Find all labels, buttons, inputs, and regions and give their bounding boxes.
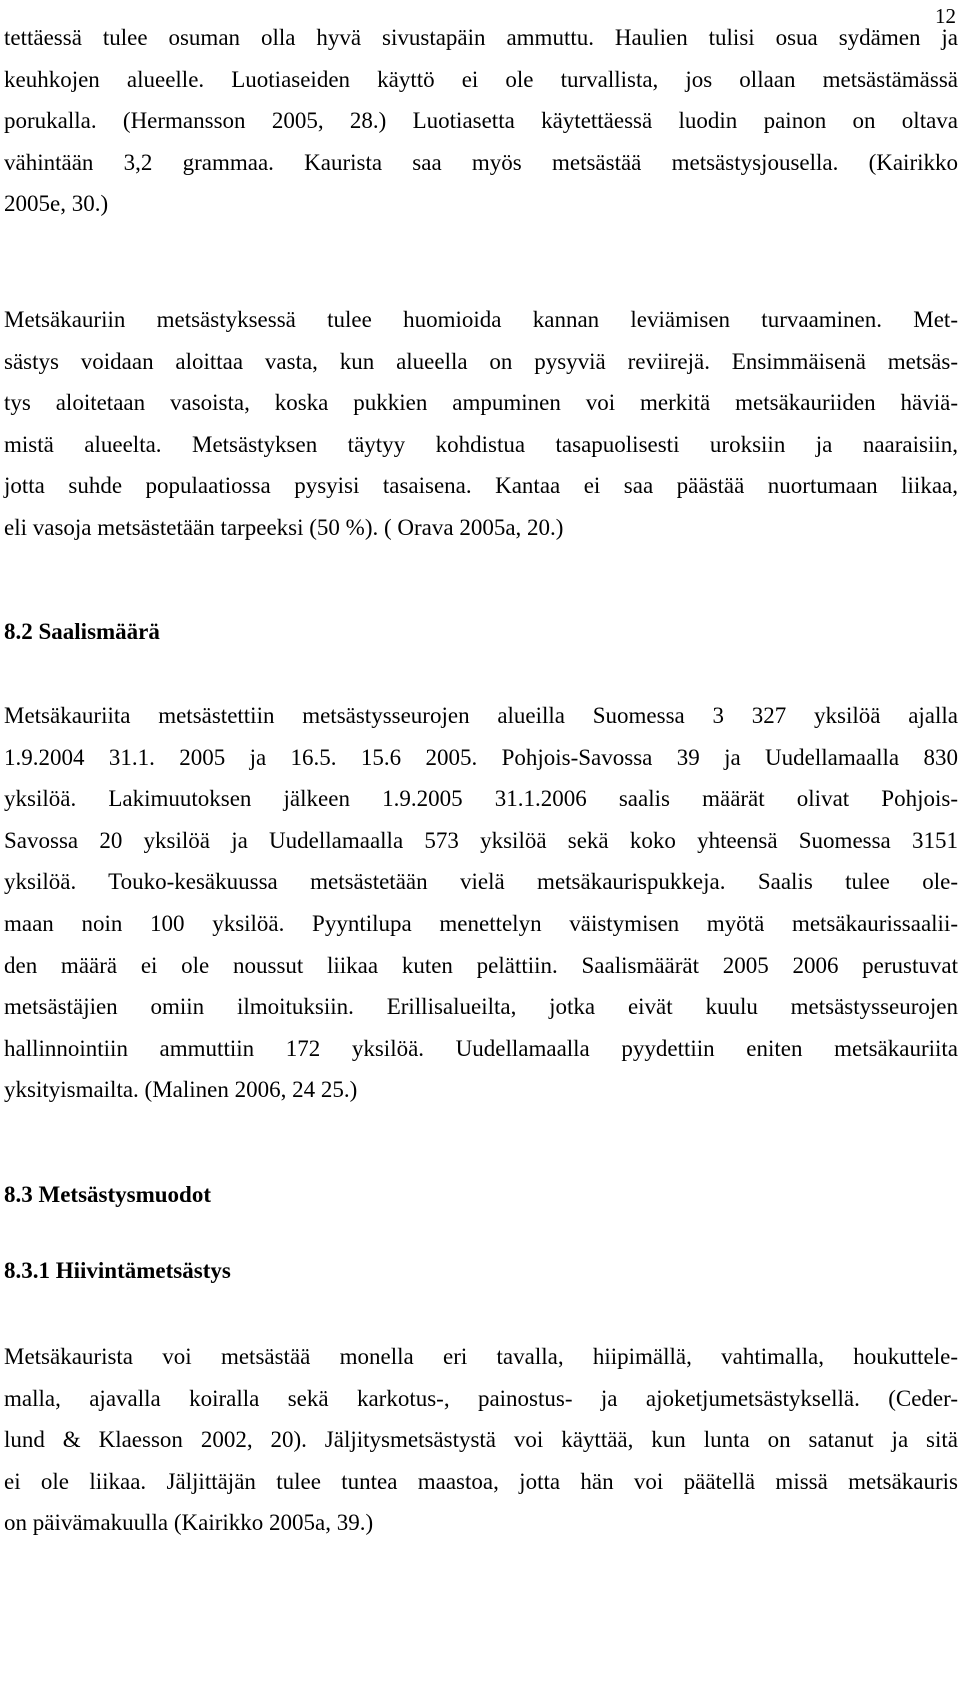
- text-line: Savossa 20 yksilöä ja Uudellamaalla 573 yksilöä sekä koko yhteensä Suomessa 3151: [4, 827, 958, 853]
- section-heading-8-3: 8.3 Metsästysmuodot: [4, 1182, 211, 1207]
- page-number: 12: [935, 4, 956, 28]
- text-line: tys aloitetaan vasoista, koska pukkien ampuminen voi merkitä metsäkauriiden häviä-: [4, 390, 958, 416]
- text-line: yksityismailta. (Malinen 2006, 24 25.): [4, 1077, 358, 1103]
- text-line: 2005e, 30.): [4, 191, 109, 217]
- text-line: tettäessä tulee osuman olla hyvä sivustapäin ammuttu. Haulien tulisi osua sydämen ja: [4, 25, 958, 50]
- text-line: porukalla. (Hermansson 2005, 28.) Luotiasetta käytettäessä luodin painon on oltava: [4, 108, 958, 134]
- text-line: hallinnointiin ammuttiin 172 yksilöä. Uudellamaalla pyydettiin eniten metsäkauriita: [4, 1035, 958, 1061]
- text-line: lund & Klaesson 2002, 20). Jäljitysmetsästystä voi käyttää, kun lunta on satanut ja sitä: [4, 1427, 958, 1453]
- text-line: Metsäkauriita metsästettiin metsästysseurojen alueilla Suomessa 3 327 yksilöä ajalla: [4, 703, 958, 728]
- section-heading-8-2: 8.2 Saalismäärä: [4, 619, 160, 644]
- text-line: ei ole liikaa. Jäljittäjän tulee tuntea maastoa, jotta hän voi päätellä missä metsäkauris: [4, 1468, 958, 1494]
- text-line: vähintään 3,2 grammaa. Kaurista saa myös metsästää metsästysjousella. (Kairikko: [4, 149, 958, 175]
- text-line: mistä alueelta. Metsästyksen täytyy kohdistua tasapuolisesti uroksiin ja naaraisiin,: [4, 431, 958, 457]
- text-line: Metsäkaurista voi metsästää monella eri tavalla, hiipimällä, vahtimalla, houkuttele-: [4, 1344, 958, 1369]
- text-line: den määrä ei ole noussut liikaa kuten pelättiin. Saalismäärät 2005 2006 perustuvat: [4, 952, 958, 978]
- text-line: 1.9.2004 31.1. 2005 ja 16.5. 15.6 2005. Pohjois-Savossa 39 ja Uudellamaalla 830: [4, 744, 958, 770]
- text-line: yksilöä. Lakimuutoksen jälkeen 1.9.2005 31.1.2006 saalis määrät olivat Pohjois-: [4, 786, 958, 812]
- text-line: Metsäkauriin metsästyksessä tulee huomioida kannan leviämisen turvaaminen. Met-: [4, 307, 958, 332]
- text-line: on päivämakuulla (Kairikko 2005a, 39.): [4, 1510, 374, 1536]
- paragraph-population-management: [4, 299, 958, 549]
- paragraph-catch-numbers: [4, 695, 958, 1111]
- text-line: keuhkojen alueelle. Luotiaseiden käyttö ei ole turvallista, jos ollaan metsästämässä: [4, 66, 958, 92]
- text-line: eli vasoja metsästetään tarpeeksi (50 %). ( Orava 2005a, 20.): [4, 514, 564, 540]
- text-line: yksilöä. Touko-kesäkuussa metsästetään vielä metsäkaurispukkeja. Saalis tulee ole-: [4, 869, 958, 895]
- paragraph-stalking: [4, 1336, 958, 1544]
- text-line: metsästäjien omiin ilmoituksiin. Erillisalueilta, jotka eivät kuulu metsästysseurojen: [4, 994, 958, 1020]
- text-line: malla, ajavalla koiralla sekä karkotus-, painostus- ja ajoketjumetsästyksellä. (Ceder-: [4, 1385, 958, 1411]
- section-heading-8-3-1: 8.3.1 Hiivintämetsästys: [4, 1258, 231, 1283]
- text-line: jotta suhde populaatiossa pysyisi tasaisena. Kantaa ei saa päästää nuortumaan liikaa,: [4, 473, 958, 499]
- text-line: sästys voidaan aloittaa vasta, kun alueella on pysyviä reviirejä. Ensimmäisenä metsäs-: [4, 348, 958, 374]
- paragraph-hunting-safety: [4, 17, 958, 225]
- text-line: maan noin 100 yksilöä. Pyyntilupa menettelyn väistymisen myötä metsäkaurissaalii-: [4, 910, 958, 936]
